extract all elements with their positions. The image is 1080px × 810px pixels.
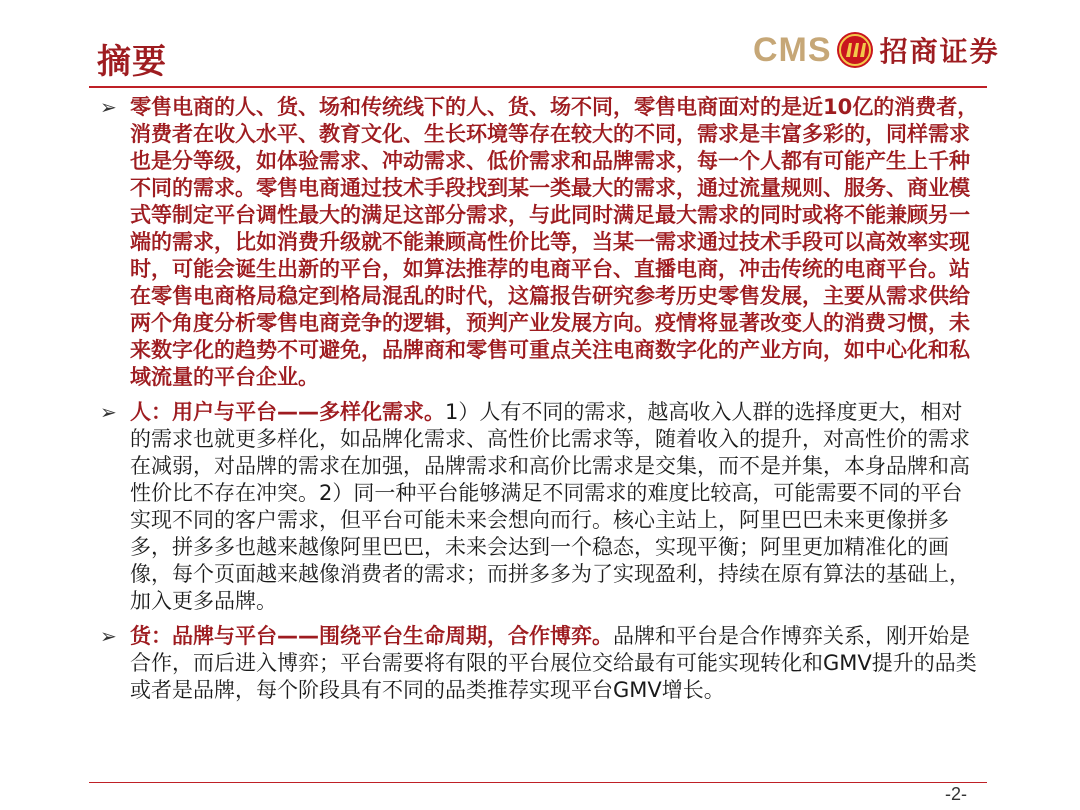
bullet-arrow-icon: ➢ bbox=[100, 400, 117, 424]
bullet-retail-ecommerce bbox=[100, 94, 980, 391]
summary-content bbox=[100, 94, 980, 712]
page-number: -2- bbox=[945, 784, 967, 804]
bullet-heading: 货：品牌与平台——围绕平台生命周期，合作博弈。 bbox=[130, 624, 613, 648]
header-divider bbox=[89, 86, 987, 88]
cms-logo bbox=[753, 28, 1000, 72]
bullet-text: 零售电商的人、货、场和传统线下的人、货、场不同，零售电商面对的是近10亿的消费者，消费者在收入水平、教育文化、生长环境等存在较大的不同，需求是丰富多彩的，同样需求也是分等级，如体验需求、冲动需求、低价需求和品牌需求，每一个人都有可能产生上千种不同的需求。零售电商通过技术手段找到某一类最大的需求，通过流量规则、服务、商业模式等制定平台调性最大的满足这部分需求，与此同时满足最大需求的同时或将不能兼顾另一端的需求，比如消费升级就不能兼顾高性价比等，当某一需求通过技术手段可以高效率实现时，可能会诞生出新的平台，如算法推荐的电商平台、直播电商，冲击传统的电商平台。站在零售电商格局稳定到格局混乱的时代，这篇报告研究参考历史零售发展，主要从需求供给两个角度分析零售电商竞争的逻辑，预判产业发展方向。疫情将显著改变人的消费习惯，未来数字化的趋势不可避免，品牌商和零售可重点关注电商数字化的产业方向，如中心化和私域流量的平台企业。 bbox=[130, 95, 979, 389]
bullet-heading: 人：用户与平台——多样化需求。 bbox=[130, 400, 445, 424]
bullet-goods-platform bbox=[100, 623, 980, 704]
bullet-people-platform bbox=[100, 399, 980, 615]
bullet-text: 1）人有不同的需求，越高收入人群的选择度更大，相对的需求也就更多样化，如品牌化需求、高性价比需求等，随着收入的提升，对高性价的需求在减弱，对品牌的需求在加强，品牌需求和高价比需求是交集，而不是并集，本身品牌和高性价比不存在冲突。2）同一种平台能够满足不同需求的难度比较高，可能需要不同的平台实现不同的客户需求，但平台可能未来会想向而行。核心主站上，阿里巴巴未来更像拼多多，拼多多也越来越像阿里巴巴，未来会达到一个稳态，实现平衡；阿里更加精准化的画像，每个页面越来越像消费者的需求；而拼多多为了实现盈利，持续在原有算法的基础上，加入更多品牌。 bbox=[130, 400, 970, 613]
cms-emblem-icon bbox=[836, 31, 874, 69]
bullet-text: 品牌和平台是合作博弈关系，刚开始是合作，而后进入博弈；平台需要将有限的平台展位交给最有可能实现转化和GMV提升的品类或者是品牌，每个阶段具有不同的品类推荐实现平台GMV增长。 bbox=[130, 624, 977, 702]
footer-divider bbox=[89, 782, 987, 783]
logo-cn-text: 招商证券 bbox=[879, 35, 1000, 68]
bullet-arrow-icon: ➢ bbox=[100, 624, 117, 648]
logo-brand-text: CMS bbox=[753, 30, 832, 69]
slide-title: 摘要 bbox=[97, 42, 167, 82]
bullet-arrow-icon: ➢ bbox=[100, 95, 117, 119]
